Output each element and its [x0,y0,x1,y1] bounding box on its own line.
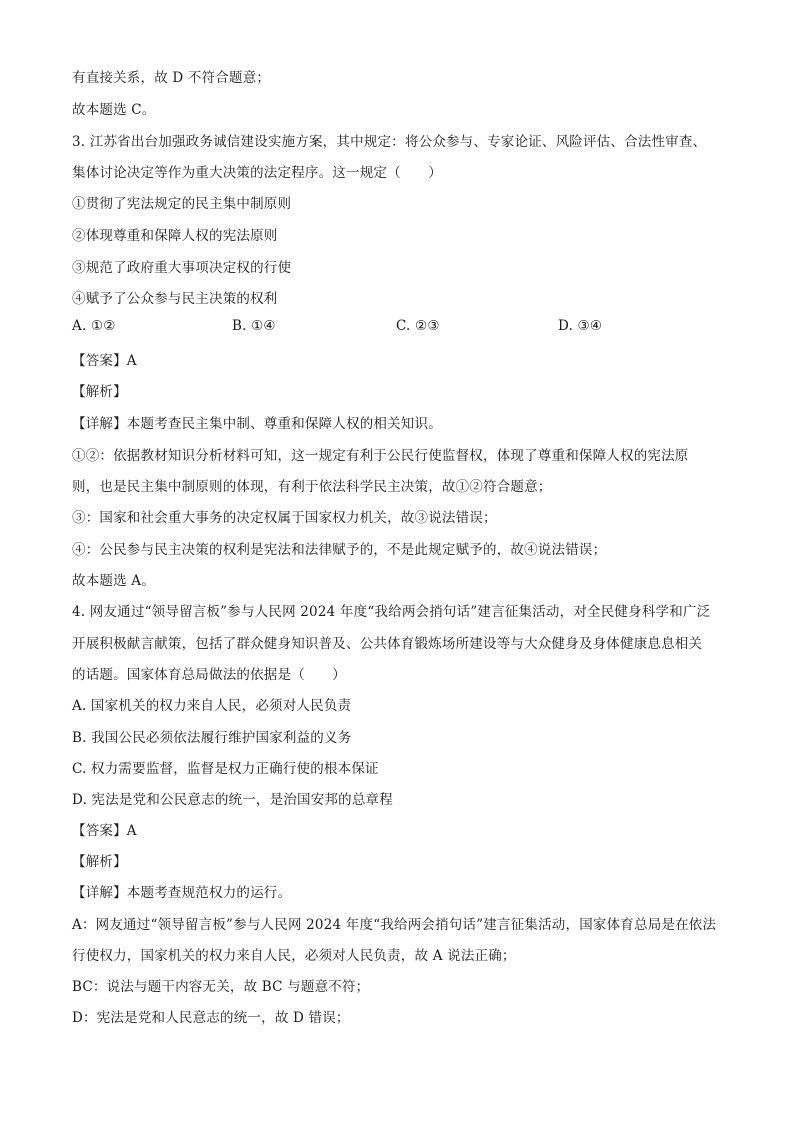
q3-statement-3: ③规范了政府重大事项决定权的行使 [72,260,292,276]
q3-explanation-3: ④：公民参与民主决策的权利是宪法和法律赋予的，不是此规定赋予的，故④说法错误； [72,542,607,558]
q4-option-c: C. 权力需要监督，监督是权力正确行使的根本保证 [72,761,379,777]
q3-statement-1: ①贯彻了宪法规定的民主集中制原则 [72,196,292,212]
q3-option-a: A. ①② [72,318,116,334]
q4-stem-line-1: 4. 网友通过“领导留言板”参与人民网 2024 年度“我给两会捎句话”建言征集活动，对全民健身科学和广泛 [72,604,711,620]
q4-explanation-d: D：宪法是党和人民意志的统一，故 D 错误； [72,1010,350,1026]
q4-explanation-a2: 行使权力，国家机关的权力来自人民，必须对人民负责，故 A 说法正确； [72,948,516,964]
q3-answer: 【答案】A [72,353,137,369]
q4-stem-line-3: 的话题。国家体育总局做法的依据是（ ） [72,667,346,683]
q3-stem-line-2: 集体讨论决定等作为重大决策的法定程序。这一规定（ ） [72,165,442,181]
q3-conclusion: 故本题选 A。 [72,573,155,589]
q3-explanation-2: ③：国家和社会重大事务的决定权属于国家权力机关，故③说法错误； [72,510,497,526]
carryover-line-1: 有直接关系，故 D 不符合题意； [72,70,271,86]
q3-option-d: D. ③④ [558,318,603,334]
q4-answer: 【答案】A [72,823,137,839]
q3-detail: 【详解】本题考查民主集中制、尊重和保障人权的相关知识。 [72,416,442,432]
q3-statement-2: ②体现尊重和保障人权的宪法原则 [72,228,278,244]
q4-detail: 【详解】本题考查规范权力的运行。 [72,885,292,901]
q3-explanation-1b: 则，也是民主集中制原则的体现，有利于依法科学民主决策，故①②符合题意； [72,479,552,495]
q4-option-d: D. 宪法是党和公民意志的统一，是治国安邦的总章程 [72,792,393,808]
q4-option-b: B. 我国公民必须依法履行维护国家利益的义务 [72,730,352,746]
q4-explanation-bc: BC：说法与题干内容无关，故 BC 与题意不符； [72,979,370,995]
q3-option-b: B. ①④ [232,318,276,334]
q3-stem-line-1: 3. 江苏省出台加强政务诚信建设实施方案，其中规定：将公众参与、专家论证、风险评估、合法性审查、 [72,134,707,150]
q4-explanation-a1: A：网友通过“领导留言板”参与人民网 2024 年度“我给两会捎句话”建言征集活动，国家体育总局是在依法 [72,917,717,933]
carryover-conclusion: 故本题选 C。 [72,102,156,118]
q3-analysis-heading: 【解析】 [72,384,127,400]
q3-explanation-1a: ①②：依据教材知识分析材料可知，这一规定有利于公民行使监督权，体现了尊重和保障人权的宪法原 [72,448,689,464]
q4-analysis-heading: 【解析】 [72,854,127,870]
q4-stem-line-2: 开展积极献言献策，包括了群众健身知识普及、公共体育锻炼场所建设等与大众健身及身体健康息息相关 [72,636,703,652]
q3-statement-4: ④赋予了公众参与民主决策的权利 [72,291,278,307]
q4-option-a: A. 国家机关的权力来自人民，必须对人民负责 [72,698,352,714]
q3-option-c: C. ②③ [396,318,440,334]
